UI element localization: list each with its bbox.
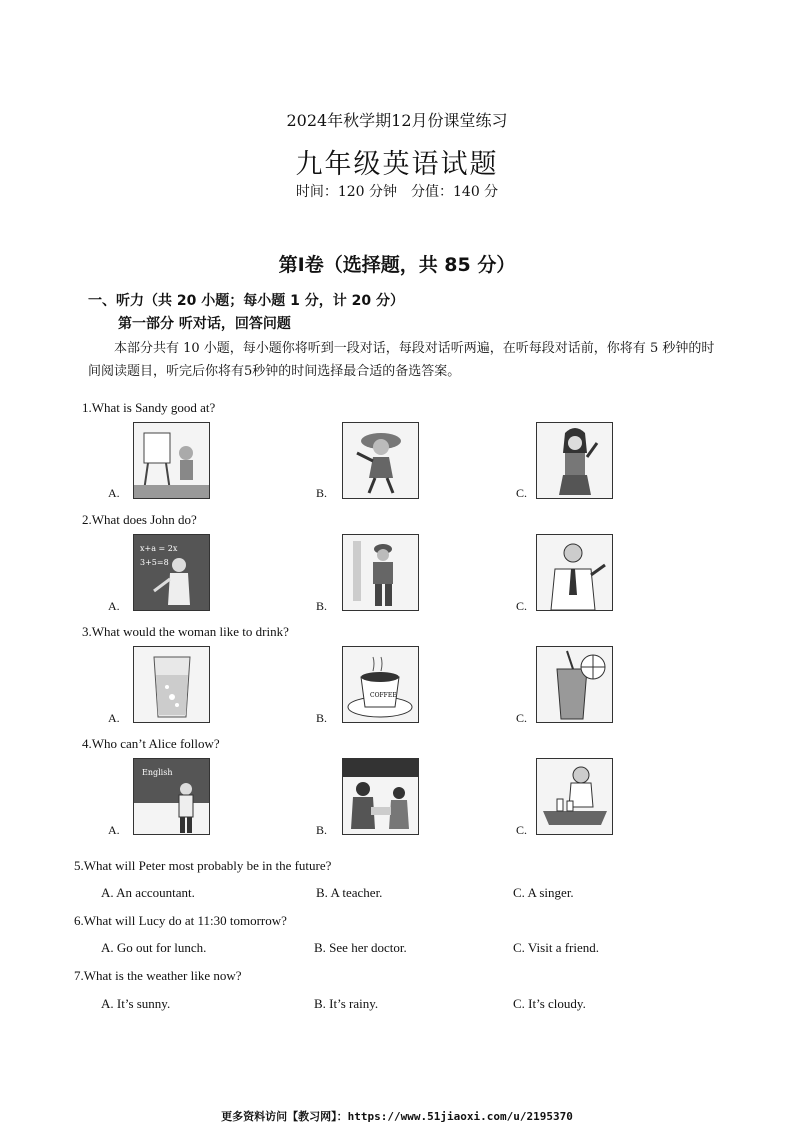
instructions: 本部分共有 10 小题，每小题你将听到一段对话，每段对话听两遍，在听每段对话前，你将有 5 秒钟的时间阅读题目，听完后你将有5秒钟的时间选择最合适的备选答案。 [88, 341, 715, 379]
q4-option-a[interactable]: A. [108, 823, 120, 837]
english-teacher-picture [133, 758, 210, 835]
sub-title: 2024年秋学期12月份课堂练习 [286, 111, 508, 130]
q3-option-c[interactable]: C. [516, 711, 528, 725]
svg-text:x+a = 2x: x+a = 2x [140, 544, 178, 553]
businessman-picture [536, 534, 613, 611]
q3-option-b[interactable]: B. [316, 711, 328, 725]
q6-option-a[interactable]: A. Go out for lunch. [101, 940, 207, 955]
q1-option-b[interactable]: B. [316, 486, 328, 500]
singing-picture [536, 422, 613, 499]
q2-option-b[interactable]: B. [316, 599, 328, 613]
q7-option-a[interactable]: A. It’s sunny. [101, 996, 171, 1011]
svg-text:3+5=8: 3+5=8 [140, 558, 169, 567]
question-5: 5.What will Peter most probably be in the future? [74, 858, 332, 873]
q6-option-b[interactable]: B. See her doctor. [314, 940, 407, 955]
q2-option-a[interactable]: A. [108, 599, 120, 613]
q7-option-b[interactable]: B. It’s rainy. [314, 996, 379, 1011]
time-info: 时间：120 分钟 分值：140 分 [295, 184, 499, 200]
q6-option-c[interactable]: C. Visit a friend. [513, 940, 599, 955]
question-6: 6.What will Lucy do at 11:30 tomorrow? [74, 913, 287, 928]
svg-text:COFFEE: COFFEE [370, 692, 397, 699]
worker-picture [342, 534, 419, 611]
q5-option-c[interactable]: C. A singer. [513, 885, 574, 900]
lab-teacher-picture [536, 758, 613, 835]
q2-option-c[interactable]: C. [516, 599, 528, 613]
question-1: 1.What is Sandy good at? [82, 400, 216, 415]
part1-heading: 一、听力（共 20 小题；每小题 1 分，计 20 分） [88, 293, 404, 309]
water-picture [133, 646, 210, 723]
juice-picture [536, 646, 613, 723]
question-3: 3.What would the woman like to drink? [82, 624, 289, 639]
footer-link[interactable]: 更多资料访问【教习网】：https://www.51jiaoxi.com/u/2195370 [221, 1110, 573, 1123]
main-title: 九年级英语试题 [295, 149, 499, 180]
q1-option-c[interactable]: C. [516, 486, 528, 500]
q5-option-b[interactable]: B. A teacher. [316, 885, 383, 900]
q4-option-b[interactable]: B. [316, 823, 328, 837]
q3-option-a[interactable]: A. [108, 711, 120, 725]
q1-option-a[interactable]: A. [108, 486, 120, 500]
question-4: 4.Who can’t Alice follow? [82, 736, 220, 751]
q5-option-a[interactable]: A. An accountant. [101, 885, 195, 900]
teacher-picture [133, 534, 210, 611]
question-7: 7.What is the weather like now? [74, 968, 242, 983]
section-title: 第Ⅰ卷（选择题，共 85 分） [278, 254, 516, 276]
question-2: 2.What does John do? [82, 512, 197, 527]
q4-option-c[interactable]: C. [516, 823, 528, 837]
q7-option-c[interactable]: C. It’s cloudy. [513, 996, 586, 1011]
coffee-picture [342, 646, 419, 723]
svg-text:English: English [142, 768, 173, 777]
painting-picture [133, 422, 210, 499]
dancing-picture [342, 422, 419, 499]
classmate-picture [342, 758, 419, 835]
sub-part-heading: 第一部分 听对话，回答问题 [118, 316, 291, 332]
